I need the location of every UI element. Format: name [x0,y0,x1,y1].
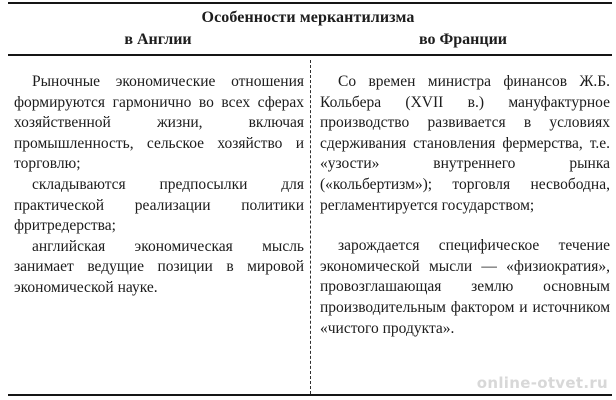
column-divider [310,60,311,394]
column-france [320,72,610,339]
column-header-france: во Франции [418,31,508,48]
france-paragraph-physiocracy: зарождается специфическое течение экономической мысли — «физиократия», провозглашающая землю основным производительным фактором и источником «чистого продукта». [320,237,610,337]
header-rule [8,54,612,56]
england-paragraph-economic-thought: английская экономическая мысль занимает ведущие позиции в мировой экономической науке. [14,237,304,296]
france-paragraph-colbertism: Со времен министра финансов Ж.Б. Кольбера (XVII в.) мануфактурное производство развивается в условиях сдерживания становления фермерства, т.е. «узости» внутреннего рынка («кольбертизм»); торговля несвободна, регламентируется государством; [320,73,610,214]
top-rule [8,2,612,4]
site-watermark: online-otvet.ru [476,374,608,392]
column-england [14,72,304,299]
bottom-rule [8,394,612,396]
england-paragraph-free-trade: складываются предпосылки для практической реализации политики фритредерства; [14,175,304,235]
table-title: Особенности меркантилизма [201,9,415,26]
england-paragraph-market-relations: Рыночные экономические отношения формируются гармонично во всех сферах хозяйственной жизни, включая промышленность, сельское хозяйство и торговлю; [14,73,304,173]
column-header-england: в Англии [124,31,192,48]
